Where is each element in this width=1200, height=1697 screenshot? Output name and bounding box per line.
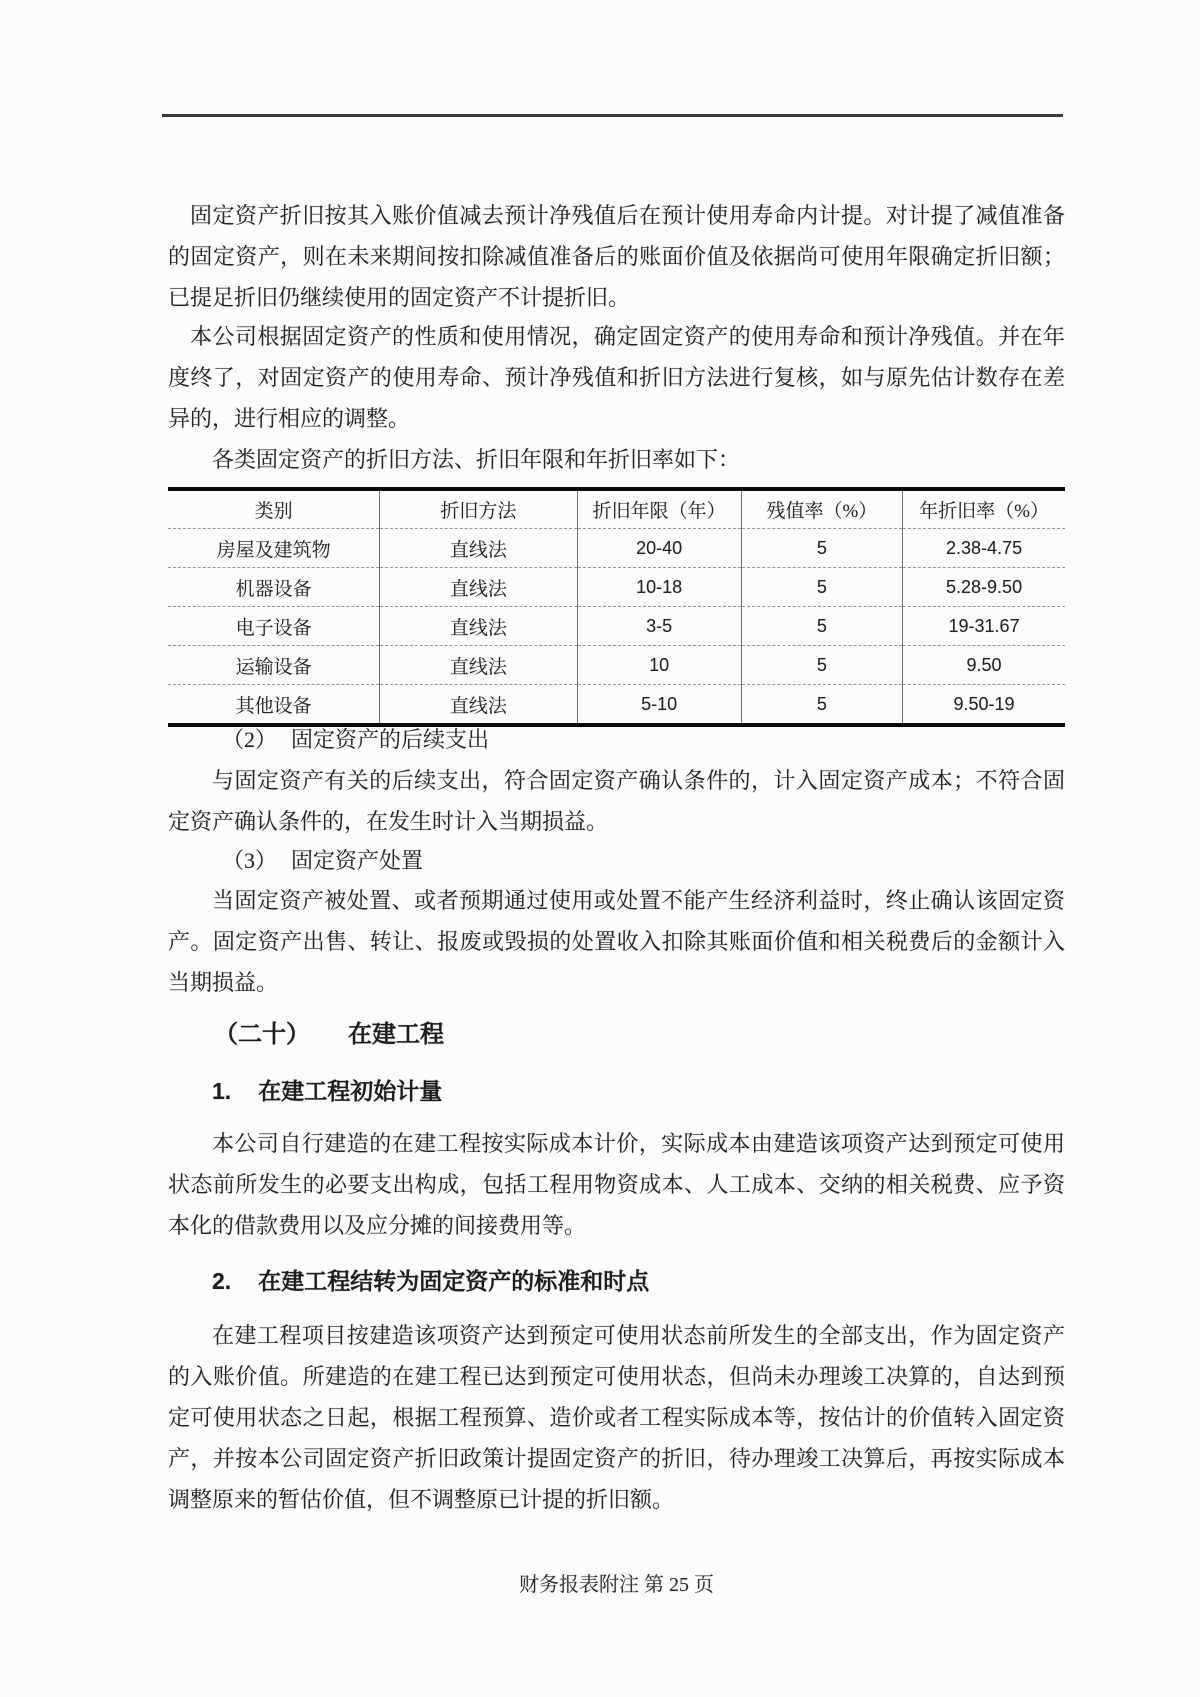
cell-years: 10-18 bbox=[577, 568, 741, 607]
subsection-title: 固定资产处置 bbox=[291, 848, 424, 873]
cell-category: 房屋及建筑物 bbox=[168, 529, 380, 568]
col-header-residual-rate: 残值率（%） bbox=[741, 491, 902, 529]
paragraph-depreciation-policy: 固定资产折旧按其入账价值减去预计净残值后在预计使用寿命内计提。对计提了减值准备的固定资产，则在未来期间按扣除减值准备后的账面价值及依据尚可使用年限确定折旧额；已提足折旧仍继续使用的固定资产不计提折旧。 bbox=[168, 203, 1065, 310]
subsection-heading-20-2 bbox=[168, 1261, 649, 1302]
page-footer: 财务报表附注 第 25 页 bbox=[519, 1574, 714, 1596]
cell-residual-rate: 5 bbox=[741, 568, 902, 607]
cell-residual-rate: 5 bbox=[741, 529, 902, 568]
table-header-row bbox=[168, 491, 1065, 529]
subsection-title: 固定资产的后续支出 bbox=[291, 727, 490, 752]
subsection-number: 1. bbox=[212, 1078, 232, 1104]
cell-annual-rate: 5.28-9.50 bbox=[903, 568, 1065, 607]
cell-years: 20-40 bbox=[577, 529, 741, 568]
cell-annual-rate: 9.50 bbox=[903, 646, 1065, 685]
col-header-years: 折旧年限（年） bbox=[577, 491, 741, 529]
cell-residual-rate: 5 bbox=[741, 607, 902, 646]
col-header-method: 折旧方法 bbox=[380, 491, 577, 529]
cell-method: 直线法 bbox=[380, 607, 577, 646]
section-heading-20 bbox=[168, 1014, 444, 1055]
section-number: （二十） bbox=[214, 1021, 310, 1048]
col-header-annual-rate: 年折旧率（%） bbox=[903, 491, 1065, 529]
table-row bbox=[168, 568, 1065, 607]
paragraph-cip-transfer: 在建工程项目按建造该项资产达到预定可使用状态前所发生的全部支出，作为固定资产的入账价值。所建造的在建工程已达到预定可使用状态，但尚未办理竣工决算的，自达到预定可使用状态之日起，根据工程预算、造价或者工程实际成本等，按估计的价值转入固定资产，并按本公司固定资产折旧政策计提固定资产的折旧，待办理竣工决算后，再按实际成本调整原来的暂估价值，但不调整原已计提的折旧额。 bbox=[168, 1323, 1065, 1512]
paragraph-useful-life-review: 本公司根据固定资产的性质和使用情况，确定固定资产的使用寿命和预计净残值。并在年度终了，对固定资产的使用寿命、预计净残值和折旧方法进行复核，如与原先估计数存在差异的，进行相应的调整。 bbox=[168, 324, 1065, 431]
depreciation-table bbox=[168, 487, 1065, 727]
paragraph-subsequent-expenditure: 与固定资产有关的后续支出，符合固定资产确认条件的，计入固定资产成本；不符合固定资产确认条件的，在发生时计入当期损益。 bbox=[168, 768, 1065, 834]
subsection-number: （2） bbox=[222, 727, 278, 752]
subsection-heading-2 bbox=[168, 719, 489, 760]
cell-method: 直线法 bbox=[380, 529, 577, 568]
cell-years: 5-10 bbox=[577, 685, 741, 724]
cell-category: 电子设备 bbox=[168, 607, 380, 646]
header-rule bbox=[162, 114, 1063, 117]
subsection-title: 在建工程初始计量 bbox=[258, 1078, 443, 1104]
cell-method: 直线法 bbox=[380, 646, 577, 685]
table-row bbox=[168, 646, 1065, 685]
cell-category: 其他设备 bbox=[168, 685, 380, 724]
cell-category: 机器设备 bbox=[168, 568, 380, 607]
table-intro-line: 各类固定资产的折旧方法、折旧年限和年折旧率如下： bbox=[212, 447, 741, 472]
cell-annual-rate: 9.50-19 bbox=[903, 685, 1065, 724]
cell-method: 直线法 bbox=[380, 568, 577, 607]
table-row bbox=[168, 607, 1065, 646]
cell-residual-rate: 5 bbox=[741, 685, 902, 724]
cell-method: 直线法 bbox=[380, 685, 577, 724]
subsection-number: （3） bbox=[222, 848, 278, 873]
subsection-heading-3 bbox=[168, 840, 423, 881]
cell-residual-rate: 5 bbox=[741, 646, 902, 685]
subsection-number: 2. bbox=[212, 1268, 232, 1294]
subsection-title: 在建工程结转为固定资产的标准和时点 bbox=[258, 1268, 650, 1294]
cell-category: 运输设备 bbox=[168, 646, 380, 685]
cell-years: 10 bbox=[577, 646, 741, 685]
subsection-heading-20-1 bbox=[168, 1071, 442, 1112]
col-header-category: 类别 bbox=[254, 501, 293, 522]
table-row bbox=[168, 529, 1065, 568]
cell-annual-rate: 19-31.67 bbox=[903, 607, 1065, 646]
paragraph-disposal: 当固定资产被处置、或者预期通过使用或处置不能产生经济利益时，终止确认该固定资产。固定资产出售、转让、报废或毁损的处置收入扣除其账面价值和相关税费后的金额计入当期损益。 bbox=[168, 888, 1065, 995]
table-row bbox=[168, 685, 1065, 724]
paragraph-cip-initial-measurement: 本公司自行建造的在建工程按实际成本计价，实际成本由建造该项资产达到预定可使用状态前所发生的必要支出构成，包括工程用物资成本、人工成本、交纳的相关税费、应予资本化的借款费用以及应分摊的间接费用等。 bbox=[168, 1131, 1065, 1238]
cell-annual-rate: 2.38-4.75 bbox=[903, 529, 1065, 568]
section-title: 在建工程 bbox=[348, 1021, 444, 1048]
cell-years: 3-5 bbox=[577, 607, 741, 646]
